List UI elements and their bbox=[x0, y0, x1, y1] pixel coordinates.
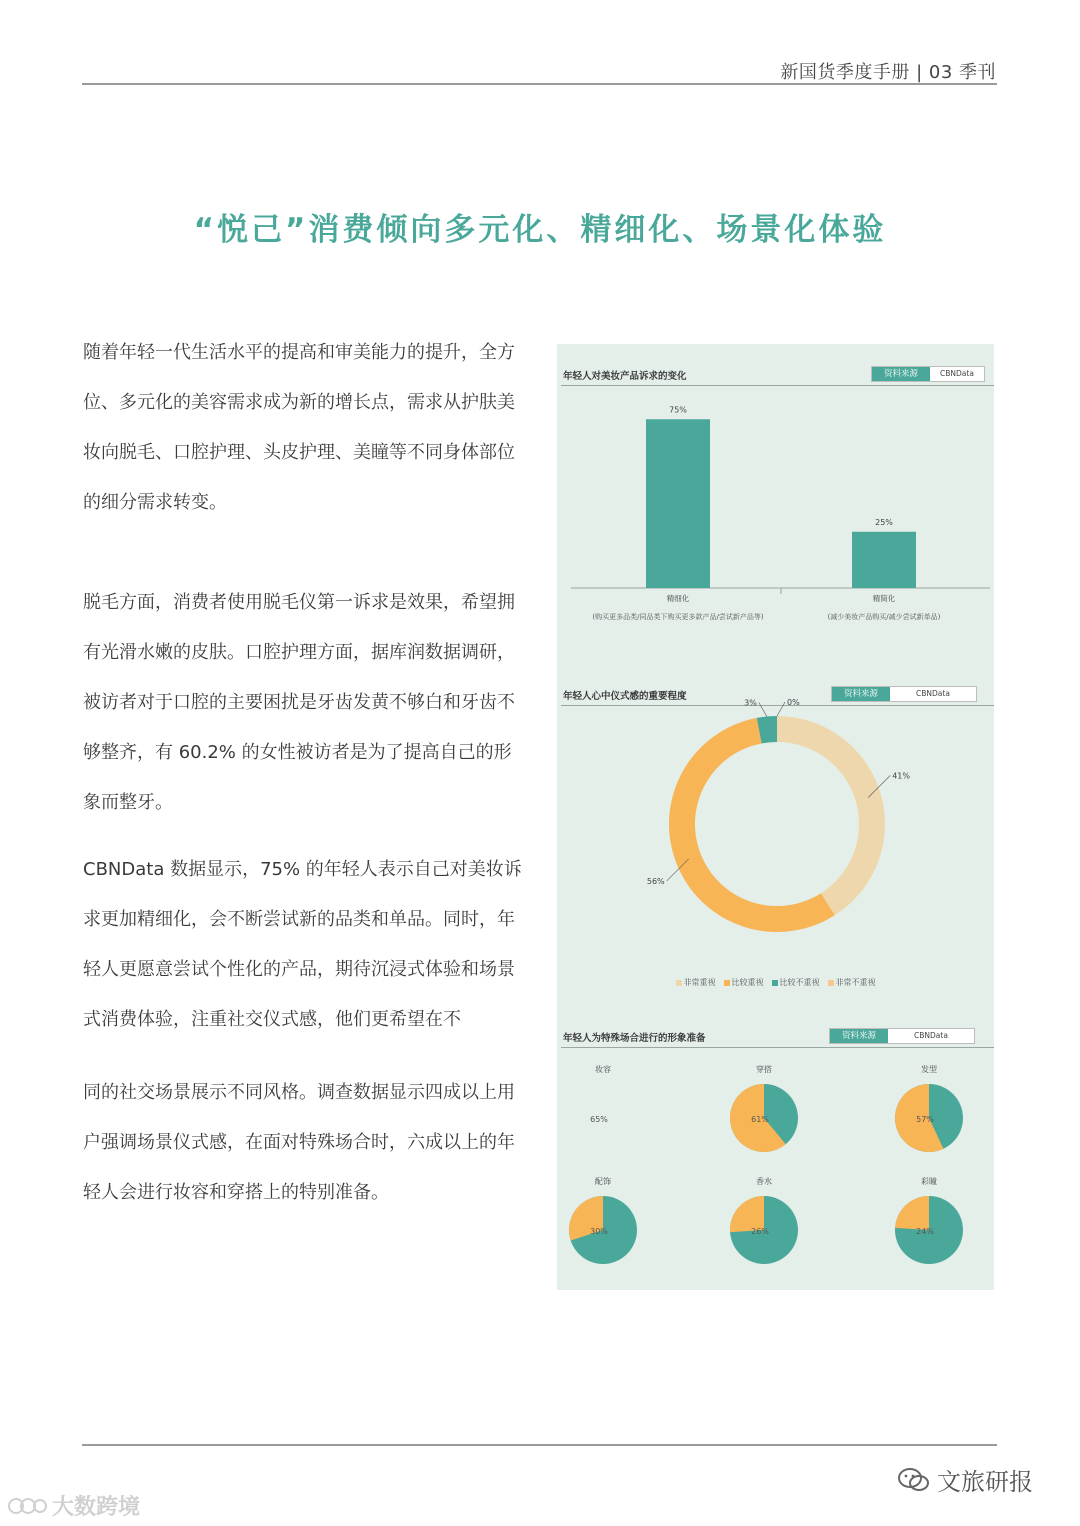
legend-label-2: 比较重视 bbox=[731, 978, 764, 987]
donut-legend bbox=[557, 977, 994, 988]
donut-legend-item-3 bbox=[772, 977, 820, 988]
donut-value-label-2: 56% bbox=[646, 876, 665, 886]
small-pies-chart bbox=[557, 1054, 994, 1286]
pie-slice-6 bbox=[895, 1196, 929, 1230]
donut-legend-item-1 bbox=[676, 977, 716, 988]
paragraph-1: 随着年轻一代生活水平的提高和审美能力的提升，全方位、多元化的美容需求成为新的增长点，需求从护肤美妆向脱毛、口腔护理、头皮护理、美瞳等不同身体部位的细分需求转变。 bbox=[83, 342, 515, 513]
donut-slice-1 bbox=[777, 716, 885, 915]
legend-swatch-2 bbox=[724, 980, 730, 986]
pies-chart-rule bbox=[561, 1047, 994, 1048]
pies-chart-title: 年轻人为特殊场合进行的形象准备 bbox=[563, 1033, 706, 1044]
bar-category-note-1: (购买更多品类/同品类下购买更多款产品/尝试新产品等) bbox=[592, 613, 764, 621]
paragraph-3: CBNData 数据显示，75% 的年轻人表示自己对美妆诉求更加精细化，会不断尝试新的品类和单品。同时，年轻人更愿意尝试个性化的产品，期待沉浸式体验和场景式消费体验，注重社交仪式感，他们更希望在不 bbox=[83, 859, 522, 1030]
bar-category-label-1: 精细化 bbox=[666, 594, 690, 603]
donut-chart-rule bbox=[561, 705, 994, 706]
bar-chart-title: 年轻人对美妆产品诉求的变化 bbox=[563, 371, 687, 382]
footer-divider bbox=[82, 1444, 997, 1446]
bar-source-label: 资料来源 bbox=[872, 367, 930, 381]
bar-category-note-2: (减少美妆产品购买/减少尝试新单品) bbox=[827, 613, 941, 621]
watermark-right bbox=[897, 1462, 1033, 1497]
brand-logo-icon bbox=[6, 1494, 48, 1518]
paragraph-4: 同的社交场景展示不同风格。调查数据显示四成以上用户强调场景仪式感，在面对特殊场合时，六成以上的年轻人会进行妆容和穿搭上的特别准备。 bbox=[83, 1082, 515, 1203]
donut-source-value: CBNData bbox=[916, 689, 950, 698]
bar-value-label-1: 75% bbox=[669, 405, 687, 415]
pie-value-label-1: 65% bbox=[590, 1115, 608, 1124]
wechat-icon bbox=[897, 1466, 931, 1494]
donut-value-label-3: 3% bbox=[744, 698, 757, 708]
pies-source-value: CBNData bbox=[914, 1031, 948, 1040]
pie-category-label-6: 彩瞳 bbox=[921, 1177, 937, 1186]
pie-category-label-5: 香水 bbox=[756, 1177, 772, 1186]
bar-1 bbox=[646, 419, 710, 588]
donut-chart-header bbox=[561, 686, 994, 704]
bar-value-label-2: 25% bbox=[875, 517, 893, 527]
bar-category-label-2: 精简化 bbox=[872, 594, 896, 603]
donut-source-box bbox=[831, 686, 977, 702]
pie-category-label-3: 发型 bbox=[921, 1065, 937, 1074]
bar-2 bbox=[852, 532, 916, 588]
legend-label-1: 非常重视 bbox=[683, 978, 716, 987]
pie-value-label-3: 57% bbox=[916, 1115, 934, 1124]
chart-panel bbox=[557, 344, 994, 1290]
watermark-left-text: 大数跨境 bbox=[52, 1495, 141, 1520]
header-divider bbox=[82, 83, 997, 85]
legend-label-4: 非常不重视 bbox=[835, 978, 876, 987]
donut-slice-2 bbox=[669, 718, 835, 932]
donut-chart-title: 年轻人心中仪式感的重要程度 bbox=[563, 691, 687, 702]
pie-value-label-6: 24% bbox=[916, 1227, 934, 1236]
bar-chart bbox=[557, 384, 994, 634]
bar-source-box bbox=[871, 366, 985, 382]
paragraph-2: 脱毛方面，消费者使用脱毛仪第一诉求是效果，希望拥有光滑水嫩的皮肤。口腔护理方面，据库润数据调研，被访者对于口腔的主要困扰是牙齿发黄不够白和牙齿不够整齐，有 60.2% 的女性被访者是为了提高自己的形象而整牙。 bbox=[83, 592, 515, 813]
pie-value-label-4: 30% bbox=[590, 1227, 608, 1236]
donut-legend-item-2 bbox=[724, 977, 764, 988]
header-title: 新国货季度手册 | 03 季刊 bbox=[780, 62, 996, 83]
legend-swatch-3 bbox=[772, 980, 778, 986]
watermark-right-text: 文旅研报 bbox=[937, 1468, 1033, 1496]
legend-label-3: 比较不重视 bbox=[779, 978, 820, 987]
pie-category-label-4: 配饰 bbox=[595, 1177, 611, 1186]
bar-chart-header bbox=[561, 366, 994, 384]
pie-category-label-1: 妆容 bbox=[595, 1065, 611, 1074]
pies-chart-header bbox=[561, 1028, 994, 1046]
legend-swatch-1 bbox=[676, 980, 682, 986]
bar-source-value: CBNData bbox=[940, 369, 974, 378]
watermark-left bbox=[6, 1490, 140, 1521]
donut-source-label: 资料来源 bbox=[832, 687, 890, 701]
pies-source-label: 资料来源 bbox=[830, 1029, 888, 1043]
page-title: “悦己”消费倾向多元化、精细化、场景化体验 bbox=[193, 212, 887, 248]
donut-chart bbox=[557, 698, 994, 970]
donut-legend-item-4 bbox=[828, 977, 876, 988]
pies-source-box bbox=[829, 1028, 975, 1044]
legend-swatch-4 bbox=[828, 980, 834, 986]
pie-value-label-5: 26% bbox=[751, 1227, 769, 1236]
pie-value-label-2: 61% bbox=[751, 1115, 769, 1124]
donut-value-label-1: 41% bbox=[892, 771, 911, 781]
pie-category-label-2: 穿搭 bbox=[756, 1065, 772, 1074]
donut-value-label-4: 0% bbox=[787, 698, 800, 707]
